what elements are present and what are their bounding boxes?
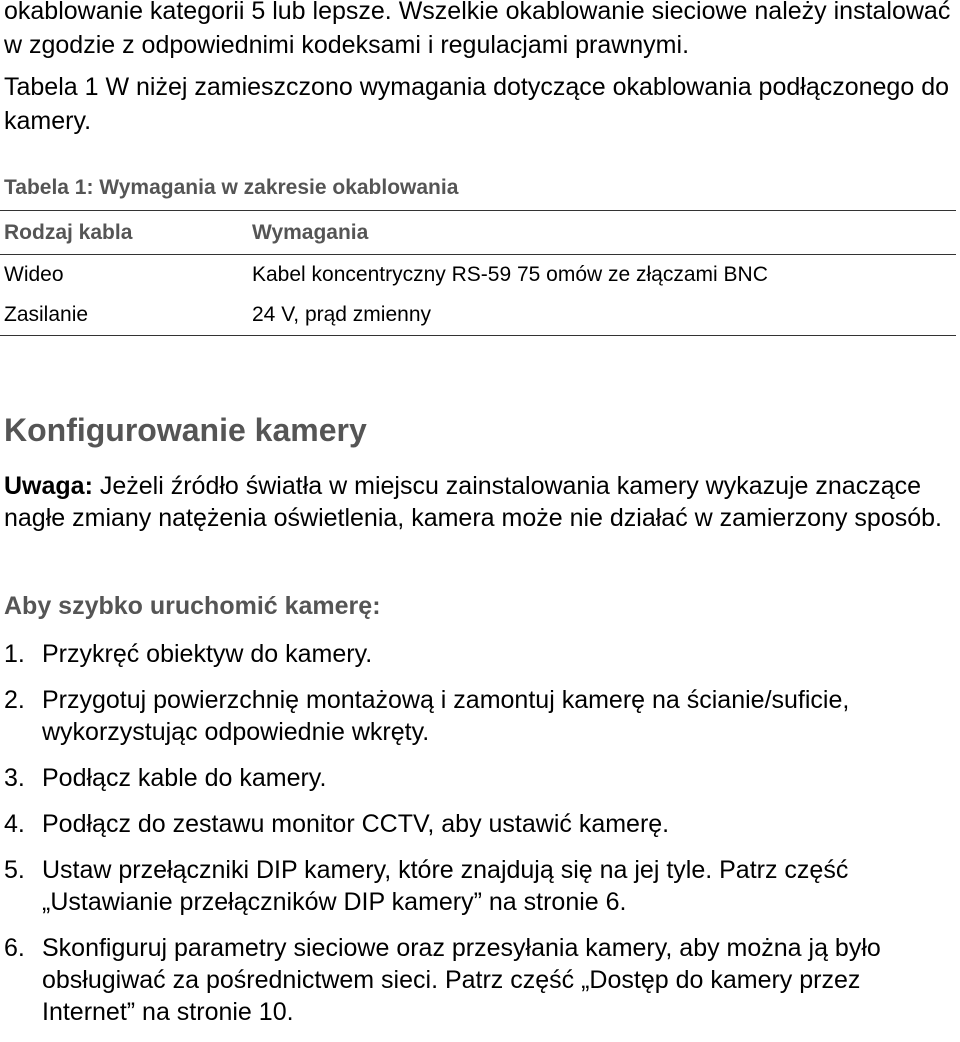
note-text: Jeżeli źródło światła w miejscu zainstalowania kamery wykazuje znaczące nagłe zmiany natężenia oświetlenia, kamera może nie działać w zamierzony sposób.	[4, 472, 942, 532]
table-row	[0, 255, 956, 296]
note-label: Uwaga:	[4, 472, 93, 500]
step-text: Ustaw przełączniki DIP kamery, które znajdują się na jej tyle. Patrz część „Ustawianie przełączników DIP kamery” na stronie 6.	[42, 856, 849, 916]
list-item	[4, 854, 954, 918]
steps-list	[4, 638, 954, 1042]
section-title: Konfigurowanie kamery	[4, 412, 367, 448]
step-number: 3.	[4, 764, 25, 792]
list-item	[4, 638, 954, 670]
step-number: 2.	[4, 686, 25, 714]
header-requirements: Wymagania	[252, 220, 369, 244]
header-cable-type: Rodzaj kabla	[4, 220, 133, 244]
cell-cable-type: Wideo	[4, 263, 64, 286]
table-caption: Tabela 1: Wymagania w zakresie okablowania	[4, 176, 459, 199]
step-text: Przykręć obiektyw do kamery.	[42, 640, 373, 668]
step-number: 5.	[4, 856, 25, 884]
table-header-row	[0, 211, 956, 255]
list-item	[4, 808, 954, 840]
step-text: Podłącz kable do kamery.	[42, 764, 327, 792]
step-text: Podłącz do zestawu monitor CCTV, aby ustawić kamerę.	[42, 810, 670, 838]
cabling-requirements-table	[0, 210, 956, 336]
table-row	[0, 295, 956, 336]
list-item	[4, 684, 954, 748]
cell-requirement: Kabel koncentryczny RS-59 75 omów ze złączami BNC	[252, 263, 768, 286]
quick-start-heading: Aby szybko uruchomić kamerę:	[4, 592, 381, 620]
intro-paragraph-1: okablowanie kategorii 5 lub lepsze. Wszelkie okablowanie sieciowe należy instalować w zgodzie z odpowiednimi kodeksami i regulacjami prawnymi.	[4, 0, 951, 59]
step-number: 1.	[4, 640, 25, 668]
step-number: 6.	[4, 934, 25, 962]
intro-paragraph-2: Tabela 1 W niżej zamieszczono wymagania dotyczące okablowania podłączonego do kamery.	[4, 73, 949, 135]
list-item	[4, 932, 954, 1028]
step-text: Przygotuj powierzchnię montażową i zamontuj kamerę na ścianie/suficie, wykorzystując odpowiednie wkręty.	[42, 686, 850, 746]
cell-requirement: 24 V, prąd zmienny	[252, 303, 432, 326]
step-text: Skonfiguruj parametry sieciowe oraz przesyłania kamery, aby można ją było obsługiwać za pośrednictwem sieci. Patrz część „Dostęp do kamery przez Internet” na stronie 10.	[42, 934, 881, 1026]
note-paragraph	[4, 470, 954, 534]
step-number: 4.	[4, 810, 25, 838]
cell-cable-type: Zasilanie	[4, 303, 89, 326]
list-item	[4, 762, 954, 794]
